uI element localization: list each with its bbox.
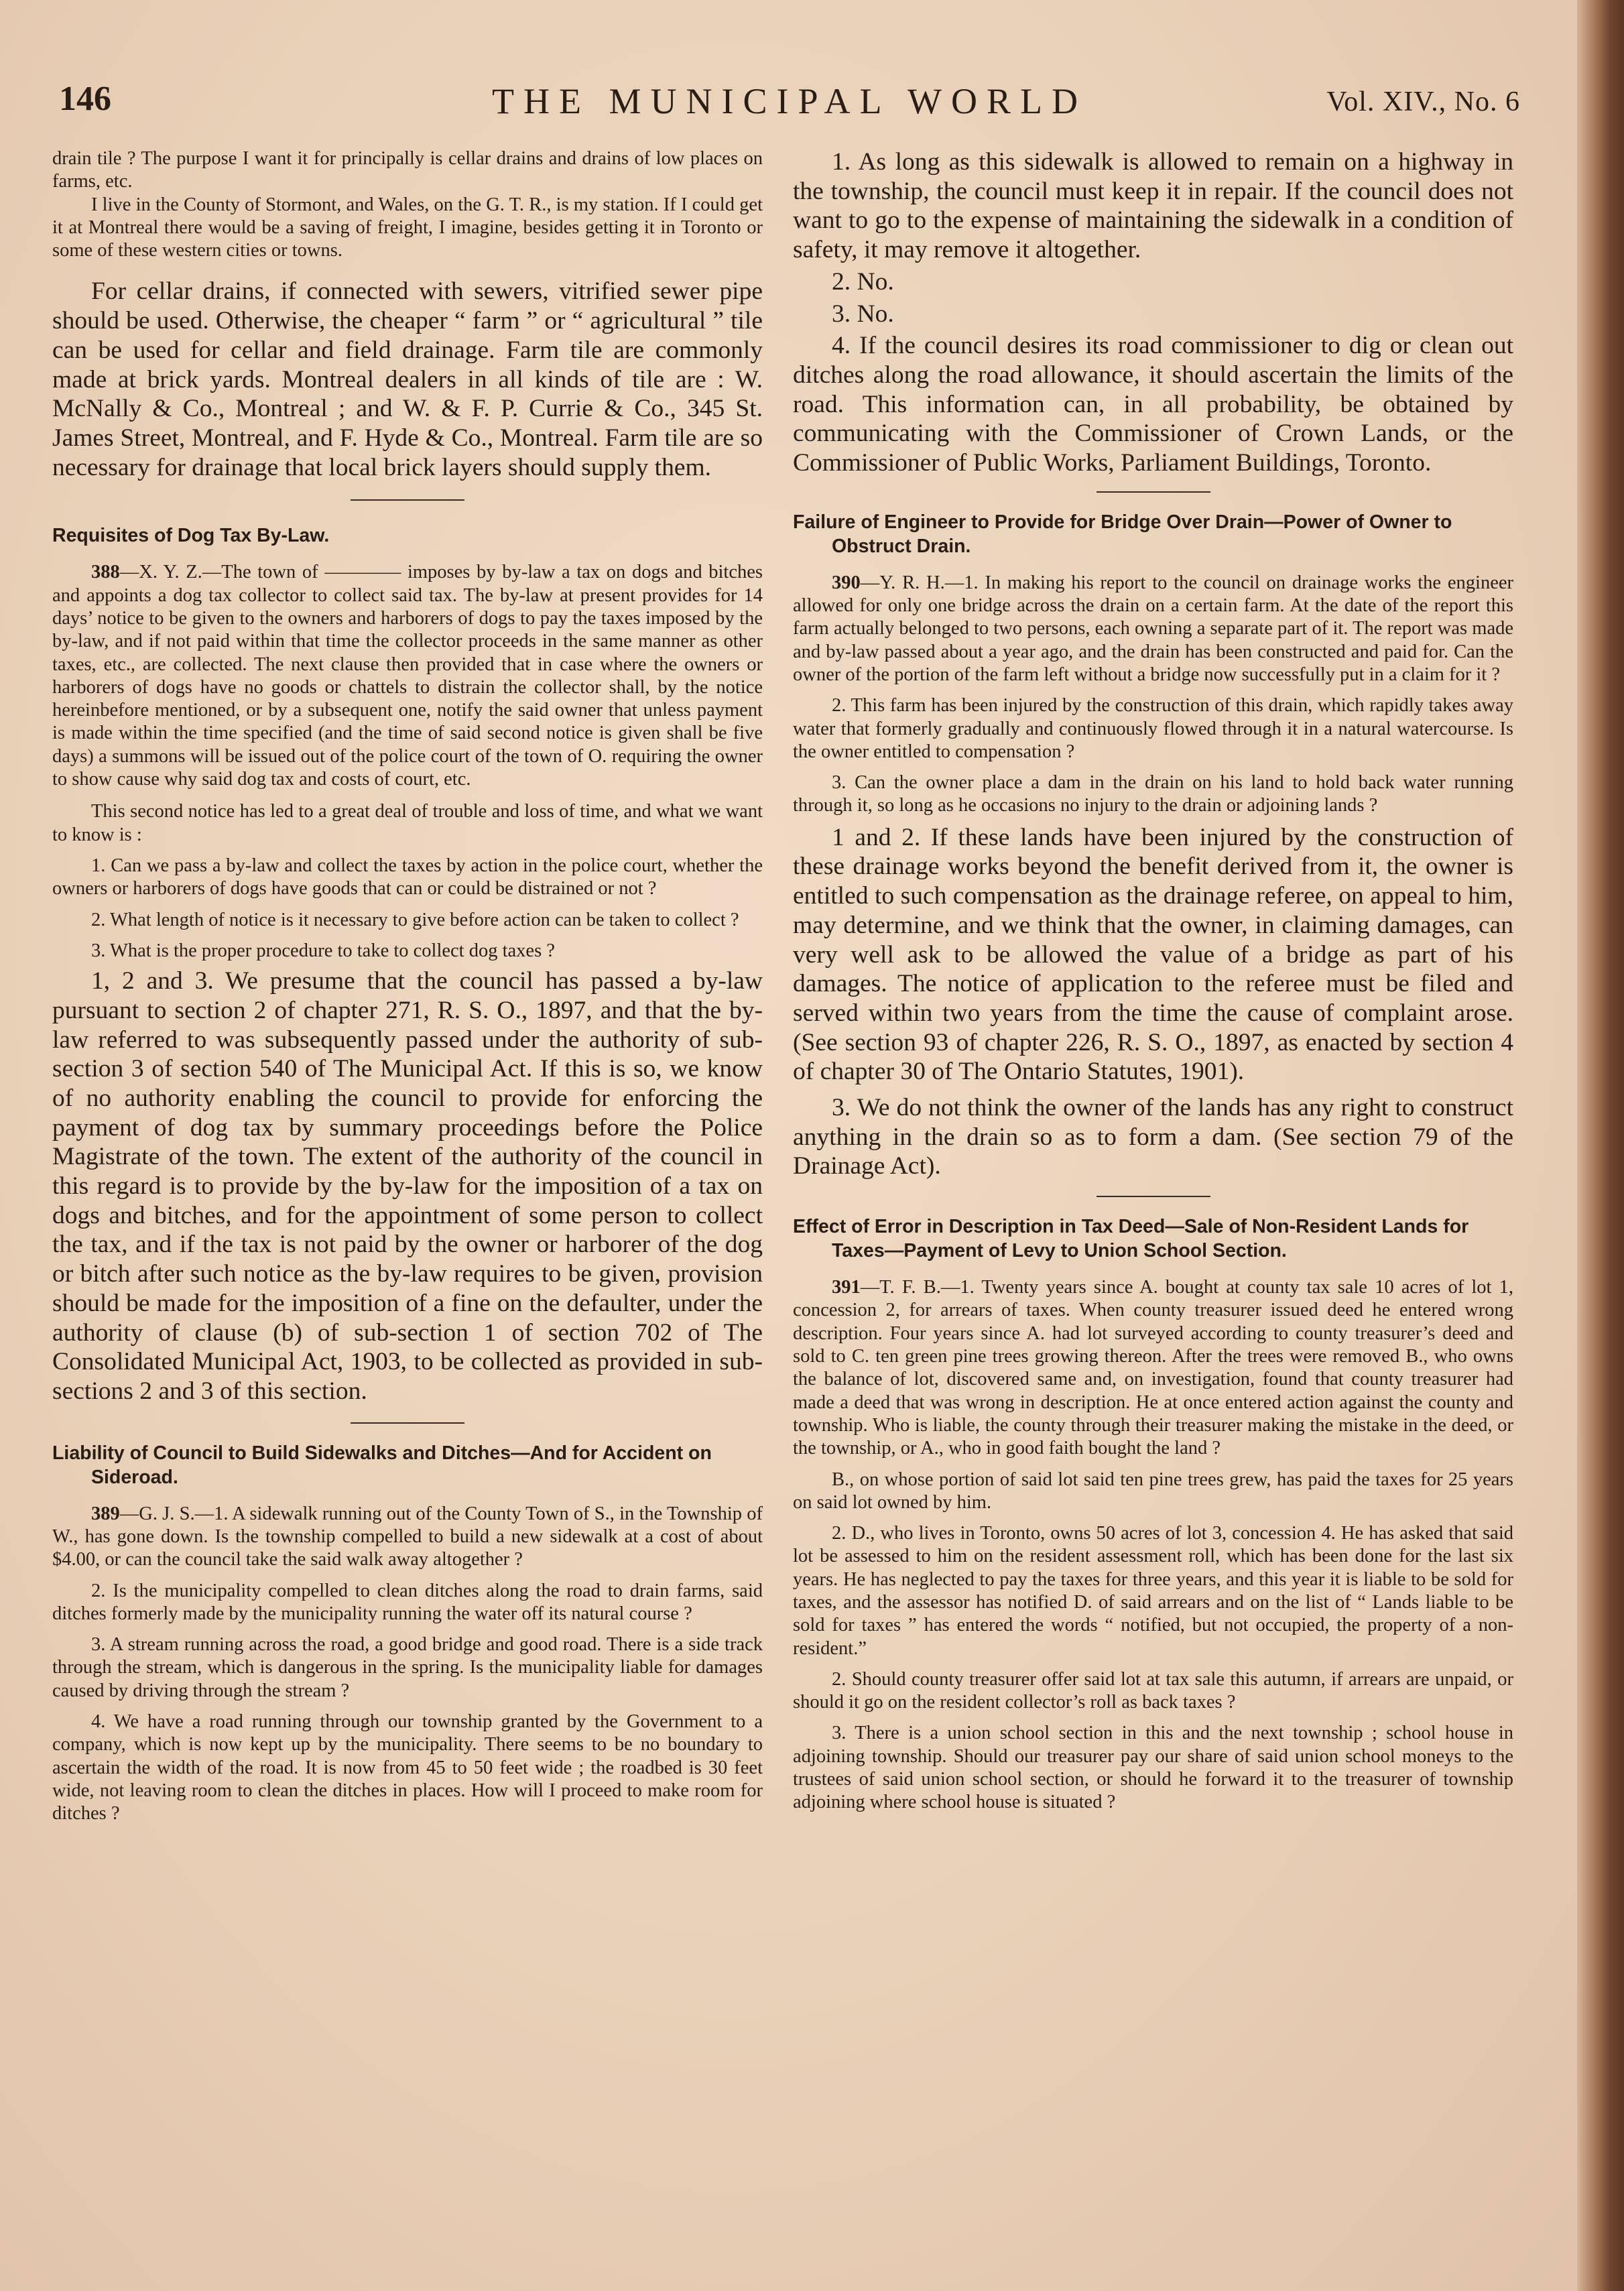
page-number: 146 — [59, 80, 111, 118]
question-391 — [793, 1276, 1513, 1460]
question-item: 3. A stream running across the road, a good bridge and good road. There is a side track through the stream, which is dangerous in the spring. Is the municipality liable for damages caused by driving through the stream ? — [52, 1634, 763, 1701]
question-388 — [52, 561, 763, 791]
answer-388: 1, 2 and 3. We presume that the council has passed a by-law pursuant to section 2 of chapter 271, R. S. O., 1897, and that the by-law referred to was subsequently passed under the authority of sub-section 3 of section 540 of The Municipal Act. If this is so, we know of no authority enabling the council to provide for enforcing the payment of dog tax by summary proceedings before the Police Magistrate of the town. The extent of the authority of the council in this regard is to provide by the by-law for the imposition of a tax on dogs and bitches, and for the appointment of some person to collect the tax, and if the tax is not paid by the owner or harborer of the dog or bitch after such notice as the by-law requires to be given, provision should be made for the imposition of a fine on the defaulter, under the authority of clause (b) of sub-section 1 of section 702 of The Consolidated Municipal Act, 1903, to be collected as provided in sub-sections 2 and 3 of this section. — [52, 967, 763, 1405]
question-text: —T. F. B.—1. Twenty years since A. bought at county tax sale 10 acres of lot 1, concession 2, for arrears of taxes. When county treasurer issued deed he entered wrong description. Four years since A. had lot surveyed according to county treasurer’s deed and sold to C. ten green pine trees growing thereon. After the trees were removed B., who owns the balance of lot, discovered same and, on investigation, found that county treasurer had made a deed that was wrong in description. He at once entered action against the county and township. Who is liable, the county through their treasurer making the mistake in the deed, or the township, or A., who in good faith bought the land ? — [793, 1277, 1513, 1459]
right-column — [793, 147, 1513, 1814]
answer-389-3: 3. No. — [832, 300, 894, 328]
question-389 — [52, 1503, 763, 1572]
page-header — [59, 79, 1520, 126]
question-number: 389 — [91, 1503, 120, 1524]
section-divider — [351, 499, 464, 501]
left-column — [52, 147, 763, 1826]
question-text: B., on whose portion of said lot said ten pine trees grew, has paid the taxes for 25 years on said lot owned by him. — [793, 1469, 1513, 1513]
question-item: 2. What length of notice is it necessary to give before action can be taken to collect ? — [91, 909, 739, 930]
heading-390: Failure of Engineer to Provide for Bridge Over Drain—Power of Owner to Obstruct Drain. — [793, 511, 1452, 557]
intro-answer: For cellar drains, if connected with sewers, vitrified sewer pipe should be used. Otherwise, the cheaper “ farm ” or “ agricultural ” tile can be used for cellar and field drainage. Farm tile are commonly made at brick yards. Montreal dealers in all kinds of tile are : W. McNally & Co., Montreal ; and W. & F. P. Currie & Co., 345 St. James Street, Montreal, and F. Hyde & Co., Montreal. Farm tile are so necessary for drainage that local brick layers should supply them. — [52, 277, 763, 481]
answer-389-1: 1. As long as this sidewalk is allowed to remain on a highway in the township, the council must keep it in repair. If the council does not want to go to the expense of maintaining the sidewalk in a condition of safety, it may remove it altogether. — [793, 148, 1513, 264]
section-divider — [1097, 1196, 1210, 1197]
question-item: 4. We have a road running through our township granted by the Government to a company, which is now kept up by the municipality. There seems to be no boundary to ascertain the width of the road. It is now from 45 to 50 feet wide ; the roadbed is 30 feet wide, not leaving room to clean the ditches in places. How will I proceed to make room for ditches ? — [52, 1711, 763, 1824]
answer-389-4: 4. If the council desires its road commissioner to dig or clean out ditches along the road allowance, it should ascertain the limits of the road. This information can, in all probability, be obtained by communicating with the Commissioner of Crown Lands, or the Commissioner of Public Works, Parliament Buildings, Toronto. — [793, 332, 1513, 477]
question-390 — [793, 572, 1513, 686]
answer-389-2: 2. No. — [832, 267, 894, 296]
question-item: 2. D., who lives in Toronto, owns 50 acres of lot 3, concession 4. He has asked that said lot be assessed to him on the resident assessment roll, which has been done for the last six years. He has neglected to pay the taxes for three years, and this year it is liable to be sold for taxes, and the assessor has notified D. of said arrears and on the list of “ Lands liable to be sold for taxes ” has entered the words “ notified, but not occupied, the property of a non-resident.” — [793, 1523, 1513, 1659]
question-item: 2. This farm has been injured by the construction of this drain, which rapidly takes away water that formerly gradually and continuously flowed through it in a natural watercourse. Is the owner entitled to compensation ? — [793, 695, 1513, 762]
question-item: 3. Can the owner place a dam in the drain on his land to hold back water running through it, so long as he occasions no injury to the drain or adjoining lands ? — [793, 772, 1513, 816]
question-number: 390 — [832, 572, 861, 593]
question-text: This second notice has led to a great deal of trouble and loss of time, and what we want to know is : — [52, 801, 763, 845]
heading-388: Requisites of Dog Tax By-Law. — [52, 525, 330, 547]
volume-issue: Vol. XIV., No. 6 — [1326, 86, 1520, 117]
question-text: —Y. R. H.—1. In making his report to the council on drainage works the engineer allowed for only one bridge across the drain on a certain farm. At the date of the report this farm actually belonged to two persons, each owning a separate part of it. The report was made and by-law passed about a year ago, and the drain has been constructed and paid for. Can the owner of the portion of the farm left without a bridge now successfully put in a claim for it ? — [793, 572, 1513, 685]
journal-title: THE MUNICIPAL WORLD — [491, 81, 1087, 121]
intro-question-text: I live in the County of Stormont, and Wales, on the G. T. R., is my station. If I could get it at Montreal there would be a saving of freight, I imagine, besides getting it in Toronto or some of these western cities or towns. — [52, 194, 763, 261]
question-item: 2. Should county treasurer offer said lot at tax sale this autumn, if arrears are unpaid, or should it go on the resident collector’s roll as back taxes ? — [793, 1668, 1513, 1713]
question-item: 2. Is the municipality compelled to clean ditches along the road to drain farms, said ditches formerly made by the municipality running the water off its natural course ? — [52, 1580, 763, 1624]
intro-question-text: drain tile ? The purpose I want it for principally is cellar drains and drains of low places on farms, etc. — [52, 148, 763, 192]
question-number: 391 — [832, 1277, 861, 1298]
heading-389: Liability of Council to Build Sidewalks and Ditches—And for Accident on Sideroad. — [52, 1442, 712, 1488]
question-text: —G. J. S.—1. A sidewalk running out of the County Town of S., in the Township of W., has gone down. Is the township compelled to build a new sidewalk at a cost of about $4.00, or can the council take the said walk away altogether ? — [52, 1503, 763, 1570]
answer-390-3: 3. We do not think the owner of the lands has any right to construct anything in the drain so as to form a dam. (See section 79 of the Drainage Act). — [793, 1094, 1513, 1180]
book-spine-shadow — [1577, 0, 1624, 2291]
question-item: 3. What is the proper procedure to take to collect dog taxes ? — [91, 940, 555, 961]
question-item: 1. Can we pass a by-law and collect the taxes by action in the police court, whether the owners or harborers of dogs have goods that can or could be distrained or not ? — [52, 855, 763, 900]
question-item: 3. There is a union school section in this and the next township ; school house in adjoining township. Should our treasurer pay our share of said union school moneys to the trustees of said union school section, or should he forward it to the treasurer of township adjoining where school house is situated ? — [793, 1723, 1513, 1813]
section-divider — [1097, 491, 1210, 493]
question-text: —X. Y. Z.—The town of ———— imposes by by-law a tax on dogs and bitches and appoints a dog tax collector to collect said tax. The by-law at present provides for 14 days’ notice to be given to the owners and harborers of dogs to pay the taxes imposed by the by-law, and if not paid within that time the collector proceeds in the same manner as other taxes, etc., are collected. The next clause then provided that in case where the owners or harborers of dogs have no goods or chattels to distrain the collector shall, by the notice hereinbefore mentioned, or by a subsequent one, notify the said owner that unless payment is made within the time specified (and the time of said second notice is given shall be five days) a summons will be issued out of the police court of the town of O. requiring the owner to show cause why said dog tax and costs of court, etc. — [52, 562, 763, 790]
section-divider — [351, 1422, 464, 1424]
answer-390-1-2: 1 and 2. If these lands have been injured by the construction of these drainage works beyond the benefit derived from it, the owner is entitled to such compensation as the drainage referee, on appeal to him, may determine, and we think that the owner, in claiming damages, can very well ask to be allowed the value of a bridge as part of his damages. The notice of application to the referee must be filed and served within two years from the time the cause of complaint arose. (See section 93 of chapter 226, R. S. O., 1897, as enacted by section 4 of chapter 30 of The Ontario Statutes, 1901). — [793, 823, 1513, 1086]
question-number: 388 — [91, 562, 120, 583]
heading-391: Effect of Error in Description in Tax Deed—Sale of Non-Resident Lands for Taxes—Payment of Levy to Union School Section. — [793, 1216, 1469, 1262]
